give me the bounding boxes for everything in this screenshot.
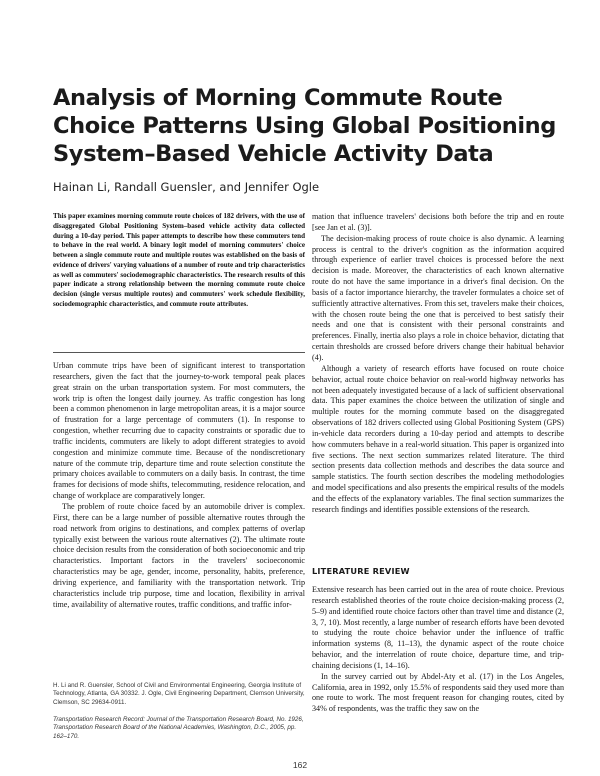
- body-paragraph: mation that influence travelers' decisions both before the trip and en route [see Jan et al. (3)].: [312, 212, 564, 232]
- body-paragraph: In the survey carried out by Abdel-Aty et al. (17) in the Los Angeles, California, area in 1992, only 15.5% of respondents said they used more than one route to work. The most frequent reason for changing routes, cited by 34% of respondents, was the traffic they saw on the: [312, 671, 564, 714]
- author-affiliation-footnote: H. Li and R. Guensler, School of Civil and Environmental Engineering, Georgia Institute of Technology, Atlanta, GA 30332. J. Ogle, Civil Engineering Department, Clemson University, Clemson, SC 29634-0911.: [53, 682, 305, 706]
- body-paragraph: Urban commute trips have been of significant interest to transportation researchers, given the fact that the journey-to-work temporal peak places great strain on the urban transportation system. For most commuters, the work trip is often the longest daily journey. As traffic congestion has long been a common phenomenon in large metropolitan areas, it is a major source of frustration for a large percentage of commuters (1). In response to congestion, whether recurring due to capacity constraints or sporadic due to traffic incidents, commuters are likely to adopt different strategies to avoid congestion and minimize commute time. Because of the nondiscretionary nature of the commute trip, departure time and route selection constitute the primary choices available to commuters on a daily basis. In contrast, the time frames for decisions of mode shifts, telecommuting, residence relocation, and change of workplace are comparatively longer.: [53, 361, 305, 501]
- author-list: Hainan Li, Randall Guensler, and Jennifer Ogle: [53, 180, 320, 194]
- body-paragraph: The decision-making process of route choice is also dynamic. A learning process is central to the driver's cognition as the information acquired through experience of earlier travel choices is processed before the next decision is made. Moreover, the characteristics of each known alternative route do not have the same importance in a driver's final decision. On the basis of a factor importance hierarchy, the traveler formulates a choice set of sufficiently attractive alternatives. From this set, travelers make their choices, with the chosen route being the one that is perceived to best satisfy their needs and one that is consistent with their personal constraints and preferences. Finally, inertia also plays a role in choice behavior, dictating that certain thresholds are crossed before drivers change their habitual behavior (4).: [312, 233, 564, 362]
- title-line-3: System–Based Vehicle Activity Data: [53, 141, 494, 167]
- literature-review-body: [312, 585, 564, 715]
- abstract-text: This paper examines morning commute route choices of 182 drivers, with the use of disaggregated Global Positioning System–based vehicle activity data collected during a 10-day period. This paper attempts to describe how these commuters tend to behave in the real world. A binary logit model of morning commuters' choice between a single commute route and multiple routes was established on the basis of evidence of drivers' varying valuations of a number of route and trip characteristics as well as commuters' sociodemographic characteristics. The research results of this paper indicate a strong relationship between the morning commute route choice decision (single versus multiple routes) and commuters' work schedule flexibility, sociodemographic characteristics, and commute route attributes.: [53, 212, 305, 308]
- abstract: [53, 212, 305, 310]
- body-paragraph: Although a variety of research efforts have focused on route choice behavior, actual route choice behavior on real-world highway networks has not been adequately investigated because of a lack of sufficient observational data. This paper examines the choice between the utilization of single and multiple routes for the morning commute based on the disaggregated observations of 182 drivers collected using Global Positioning System (GPS) in-vehicle data recorders during a 10-day period and attempts to describe how commuters behave in a real-world situation. This paper is organized into five sections. The next section summarizes related literature. The third section presents data collection methods and describes the data source and sample statistics. The fourth section describes the modeling methodologies and model specifications and also presents the empirical results of the models and the effects of the explanatory variables. The final section summarizes the research findings and identifies possible extensions of the research.: [312, 363, 564, 514]
- body-paragraph: Extensive research has been carried out in the area of route choice. Previous research established theories of the route choice decision-making process (2, 5–9) and identified route choice factors other than travel time and distance (2, 3, 7, 10). Most recently, a large number of research efforts have been devoted to studying the route choice behavior under the influence of traffic information systems (8, 11–13), the dynamic aspect of the route choice behavior, and the interrelation of route choice, departure time, and trip-chaining decisions (1, 14–16).: [312, 585, 564, 670]
- citation-footnote: Transportation Research Record: Journal of the Transportation Research Board, No. 1926, Transportation Research Board of the National Academies, Washington, D.C., 2005, pp. 162–170.: [53, 716, 304, 740]
- title-line-2: Choice Patterns Using Global Positioning: [53, 113, 556, 139]
- abstract-divider: [53, 352, 305, 353]
- title-line-1: Analysis of Morning Commute Route: [53, 85, 503, 111]
- right-column-body: [312, 212, 564, 516]
- left-column-body: [53, 361, 305, 610]
- paper-title: [53, 84, 573, 168]
- body-paragraph: The problem of route choice faced by an automobile driver is complex. First, there can be a large number of possible alternative routes through the road network from origins to destinations, and complex patterns of overlap typically exist between the various route alternatives (2). The ultimate route choice decision results from the consideration of both socioeconomic and trip characteristics. Important factors in the travelers' socioeconomic characteristics may be age, gender, income, personality, habits, preference, driving experience, and familiarity with the transportation network. Trip characteristics include trip purpose, time and location, flexibility in arrival time, availability of alternative routes, traffic conditions, and traffic infor-: [53, 501, 305, 609]
- section-heading-literature-review: LITERATURE REVIEW: [312, 566, 410, 576]
- page-number: 162: [292, 760, 308, 770]
